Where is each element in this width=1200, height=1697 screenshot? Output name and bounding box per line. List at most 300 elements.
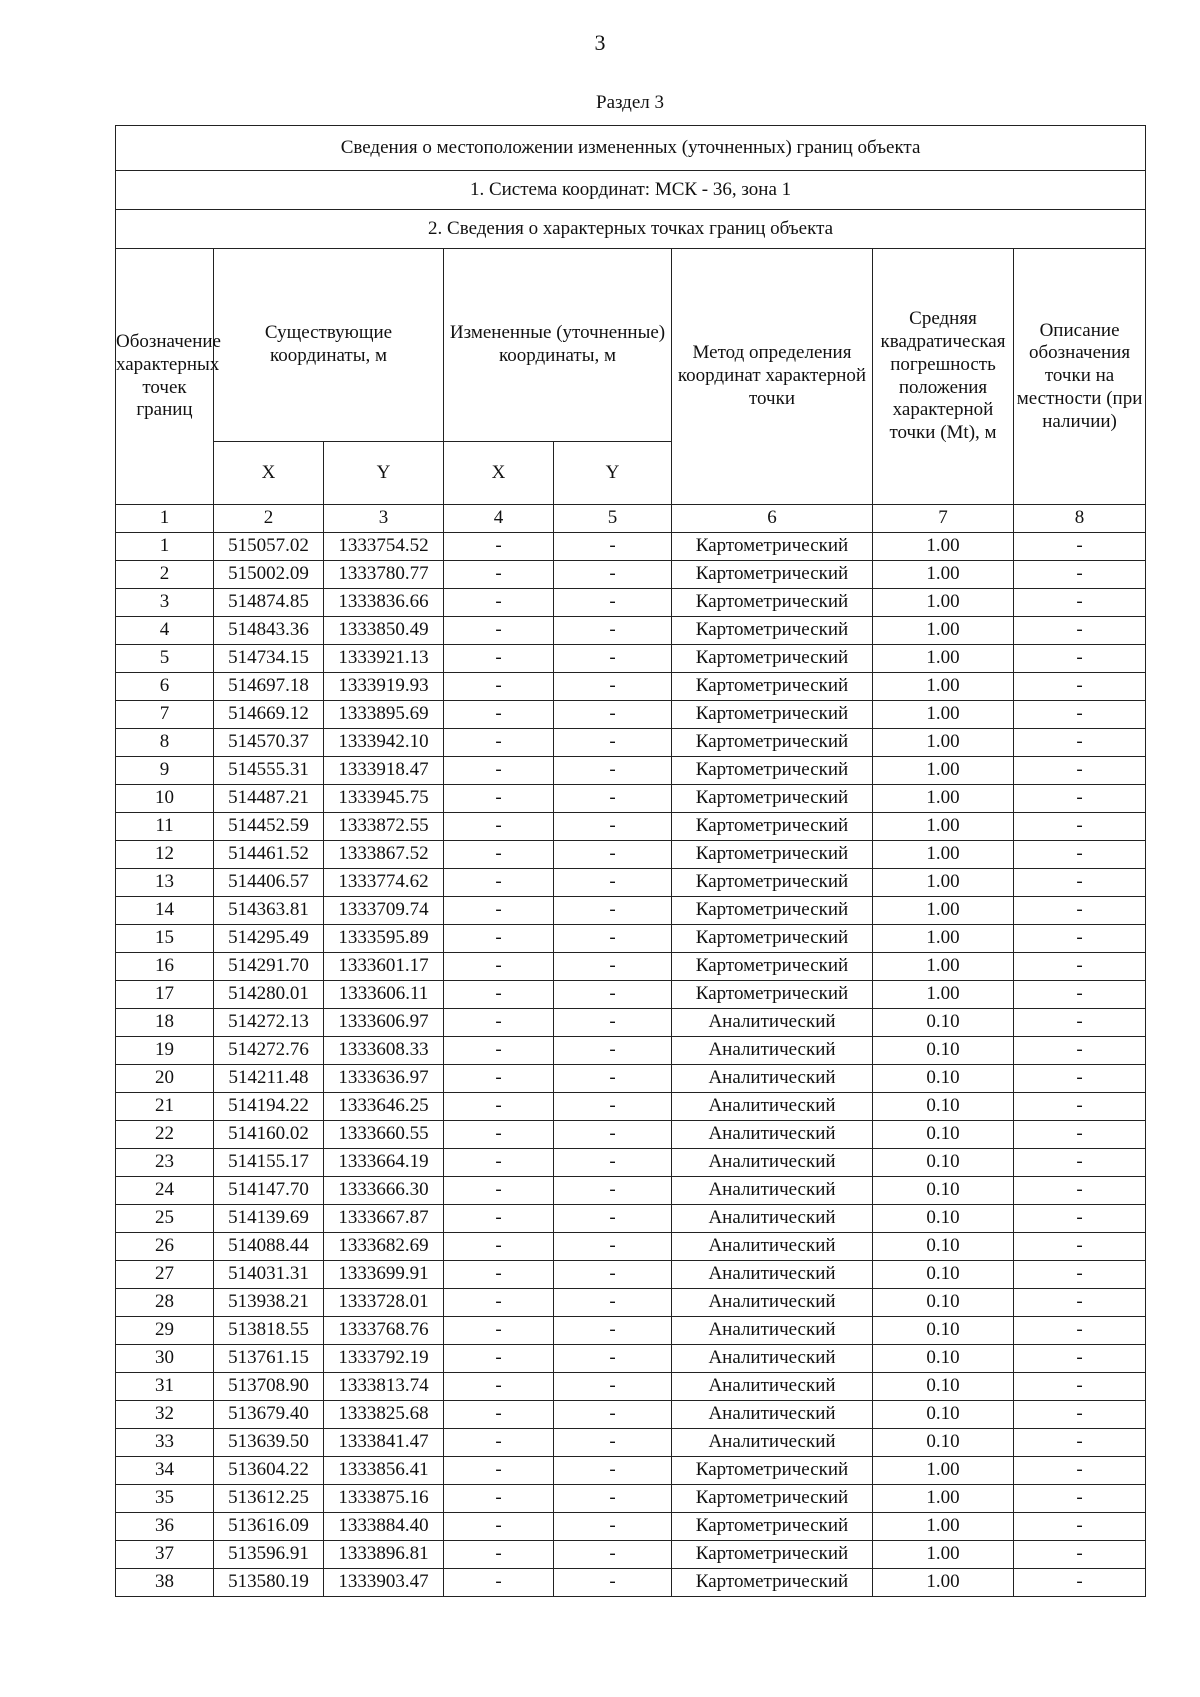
table-row bbox=[116, 897, 1146, 925]
cell-changed-x: - bbox=[444, 1205, 554, 1233]
cell-changed-x: - bbox=[444, 561, 554, 589]
column-number: 1 bbox=[116, 505, 214, 533]
cell-existing-y: 1333699.91 bbox=[324, 1261, 444, 1289]
cell-existing-x: 514272.13 bbox=[214, 1009, 324, 1037]
cell-description: - bbox=[1014, 1289, 1146, 1317]
cell-changed-y: - bbox=[554, 1485, 672, 1513]
cell-existing-x: 514452.59 bbox=[214, 813, 324, 841]
cell-description: - bbox=[1014, 1513, 1146, 1541]
cell-method: Картометрический bbox=[672, 953, 873, 981]
cell-method: Аналитический bbox=[672, 1037, 873, 1065]
cell-description: - bbox=[1014, 1233, 1146, 1261]
cell-changed-y: - bbox=[554, 1009, 672, 1037]
cell-method: Картометрический bbox=[672, 757, 873, 785]
cell-existing-y: 1333780.77 bbox=[324, 561, 444, 589]
cell-point-number: 6 bbox=[116, 673, 214, 701]
cell-changed-y: - bbox=[554, 1569, 672, 1597]
cell-error: 1.00 bbox=[873, 897, 1014, 925]
cell-changed-x: - bbox=[444, 841, 554, 869]
cell-point-number: 36 bbox=[116, 1513, 214, 1541]
column-number: 5 bbox=[554, 505, 672, 533]
cell-existing-y: 1333841.47 bbox=[324, 1429, 444, 1457]
table-row bbox=[116, 1233, 1146, 1261]
cell-changed-y: - bbox=[554, 729, 672, 757]
cell-changed-y: - bbox=[554, 1233, 672, 1261]
cell-changed-x: - bbox=[444, 1317, 554, 1345]
cell-existing-y: 1333945.75 bbox=[324, 785, 444, 813]
table-row bbox=[116, 841, 1146, 869]
cell-description: - bbox=[1014, 1429, 1146, 1457]
cell-changed-x: - bbox=[444, 617, 554, 645]
cell-changed-y: - bbox=[554, 1261, 672, 1289]
cell-changed-x: - bbox=[444, 757, 554, 785]
cell-method: Аналитический bbox=[672, 1205, 873, 1233]
cell-method: Аналитический bbox=[672, 1289, 873, 1317]
cell-existing-y: 1333606.11 bbox=[324, 981, 444, 1009]
cell-description: - bbox=[1014, 1317, 1146, 1345]
cell-error: 0.10 bbox=[873, 1429, 1014, 1457]
cell-description: - bbox=[1014, 1569, 1146, 1597]
cell-method: Аналитический bbox=[672, 1401, 873, 1429]
cell-description: - bbox=[1014, 1037, 1146, 1065]
cell-changed-y: - bbox=[554, 757, 672, 785]
cell-changed-y: - bbox=[554, 701, 672, 729]
cell-point-number: 1 bbox=[116, 533, 214, 561]
cell-description: - bbox=[1014, 841, 1146, 869]
cell-description: - bbox=[1014, 785, 1146, 813]
cell-changed-y: - bbox=[554, 617, 672, 645]
cell-error: 1.00 bbox=[873, 589, 1014, 617]
cell-existing-y: 1333884.40 bbox=[324, 1513, 444, 1541]
cell-changed-y: - bbox=[554, 813, 672, 841]
cell-point-number: 29 bbox=[116, 1317, 214, 1345]
table-row bbox=[116, 533, 1146, 561]
cell-method: Аналитический bbox=[672, 1261, 873, 1289]
cell-description: - bbox=[1014, 981, 1146, 1009]
cell-existing-x: 514280.01 bbox=[214, 981, 324, 1009]
cell-method: Аналитический bbox=[672, 1121, 873, 1149]
cell-existing-y: 1333664.19 bbox=[324, 1149, 444, 1177]
cell-error: 1.00 bbox=[873, 1569, 1014, 1597]
table-row bbox=[116, 617, 1146, 645]
cell-changed-x: - bbox=[444, 1289, 554, 1317]
cell-point-number: 22 bbox=[116, 1121, 214, 1149]
cell-changed-y: - bbox=[554, 1429, 672, 1457]
table-row bbox=[116, 1345, 1146, 1373]
cell-error: 0.10 bbox=[873, 1261, 1014, 1289]
cell-method: Аналитический bbox=[672, 1093, 873, 1121]
cell-existing-y: 1333595.89 bbox=[324, 925, 444, 953]
cell-point-number: 17 bbox=[116, 981, 214, 1009]
cell-description: - bbox=[1014, 1093, 1146, 1121]
cell-point-number: 26 bbox=[116, 1233, 214, 1261]
cell-existing-y: 1333825.68 bbox=[324, 1401, 444, 1429]
cell-method: Картометрический bbox=[672, 981, 873, 1009]
cell-error: 0.10 bbox=[873, 1149, 1014, 1177]
cell-description: - bbox=[1014, 1121, 1146, 1149]
cell-changed-x: - bbox=[444, 813, 554, 841]
table-row bbox=[116, 1569, 1146, 1597]
cell-existing-x: 514874.85 bbox=[214, 589, 324, 617]
cell-description: - bbox=[1014, 589, 1146, 617]
cell-method: Картометрический bbox=[672, 701, 873, 729]
column-header-description: Описание обозначения точки на местности (при наличии) bbox=[1014, 249, 1146, 505]
cell-existing-y: 1333921.13 bbox=[324, 645, 444, 673]
cell-description: - bbox=[1014, 729, 1146, 757]
cell-error: 1.00 bbox=[873, 953, 1014, 981]
table-row bbox=[116, 1541, 1146, 1569]
cell-description: - bbox=[1014, 897, 1146, 925]
cell-description: - bbox=[1014, 1149, 1146, 1177]
table-row bbox=[116, 785, 1146, 813]
cell-method: Картометрический bbox=[672, 1541, 873, 1569]
cell-changed-y: - bbox=[554, 1289, 672, 1317]
cell-point-number: 38 bbox=[116, 1569, 214, 1597]
cell-existing-y: 1333875.16 bbox=[324, 1485, 444, 1513]
cell-point-number: 5 bbox=[116, 645, 214, 673]
cell-description: - bbox=[1014, 1345, 1146, 1373]
page-number: 3 bbox=[594, 30, 606, 55]
cell-changed-x: - bbox=[444, 785, 554, 813]
cell-existing-x: 515057.02 bbox=[214, 533, 324, 561]
cell-changed-x: - bbox=[444, 645, 554, 673]
table-row bbox=[116, 729, 1146, 757]
cell-error: 1.00 bbox=[873, 813, 1014, 841]
cell-point-number: 10 bbox=[116, 785, 214, 813]
cell-error: 1.00 bbox=[873, 673, 1014, 701]
table-row bbox=[116, 1401, 1146, 1429]
cell-existing-x: 514734.15 bbox=[214, 645, 324, 673]
cell-description: - bbox=[1014, 953, 1146, 981]
cell-changed-x: - bbox=[444, 1093, 554, 1121]
cell-error: 1.00 bbox=[873, 533, 1014, 561]
cell-changed-x: - bbox=[444, 1401, 554, 1429]
cell-existing-y: 1333903.47 bbox=[324, 1569, 444, 1597]
cell-point-number: 4 bbox=[116, 617, 214, 645]
cell-point-number: 32 bbox=[116, 1401, 214, 1429]
cell-existing-y: 1333792.19 bbox=[324, 1345, 444, 1373]
column-header-method: Метод определения координат характерной точки bbox=[672, 249, 873, 505]
cell-existing-y: 1333850.49 bbox=[324, 617, 444, 645]
cell-error: 1.00 bbox=[873, 1541, 1014, 1569]
cell-description: - bbox=[1014, 1457, 1146, 1485]
column-header-changed-y: Y bbox=[554, 442, 672, 505]
cell-method: Картометрический bbox=[672, 841, 873, 869]
cell-changed-y: - bbox=[554, 1373, 672, 1401]
cell-changed-x: - bbox=[444, 953, 554, 981]
cell-error: 0.10 bbox=[873, 1373, 1014, 1401]
cell-point-number: 3 bbox=[116, 589, 214, 617]
cell-existing-x: 513761.15 bbox=[214, 1345, 324, 1373]
cell-point-number: 7 bbox=[116, 701, 214, 729]
cell-changed-x: - bbox=[444, 589, 554, 617]
cell-existing-y: 1333606.97 bbox=[324, 1009, 444, 1037]
table-row bbox=[116, 1457, 1146, 1485]
column-header-changed-coords: Измененные (уточненные) координаты, м bbox=[444, 249, 672, 442]
column-number: 8 bbox=[1014, 505, 1146, 533]
cell-method: Картометрический bbox=[672, 813, 873, 841]
cell-point-number: 20 bbox=[116, 1065, 214, 1093]
table-row bbox=[116, 701, 1146, 729]
cell-error: 1.00 bbox=[873, 561, 1014, 589]
coordinate-system: 1. Система координат: МСК - 36, зона 1 bbox=[116, 171, 1146, 210]
cell-point-number: 18 bbox=[116, 1009, 214, 1037]
table-row bbox=[116, 1121, 1146, 1149]
table-row bbox=[116, 1513, 1146, 1541]
cell-point-number: 15 bbox=[116, 925, 214, 953]
cell-changed-y: - bbox=[554, 1401, 672, 1429]
cell-error: 0.10 bbox=[873, 1401, 1014, 1429]
cell-changed-x: - bbox=[444, 1429, 554, 1457]
cell-changed-y: - bbox=[554, 1457, 672, 1485]
cell-point-number: 9 bbox=[116, 757, 214, 785]
cell-existing-x: 513938.21 bbox=[214, 1289, 324, 1317]
cell-existing-x: 514669.12 bbox=[214, 701, 324, 729]
cell-existing-y: 1333856.41 bbox=[324, 1457, 444, 1485]
cell-point-number: 13 bbox=[116, 869, 214, 897]
cell-error: 1.00 bbox=[873, 701, 1014, 729]
table-title: Сведения о местоположении измененных (уточненных) границ объекта bbox=[116, 126, 1146, 171]
cell-error: 0.10 bbox=[873, 1037, 1014, 1065]
cell-error: 0.10 bbox=[873, 1093, 1014, 1121]
cell-point-number: 31 bbox=[116, 1373, 214, 1401]
cell-method: Аналитический bbox=[672, 1177, 873, 1205]
cell-description: - bbox=[1014, 1009, 1146, 1037]
cell-description: - bbox=[1014, 757, 1146, 785]
cell-existing-y: 1333636.97 bbox=[324, 1065, 444, 1093]
column-number: 2 bbox=[214, 505, 324, 533]
cell-description: - bbox=[1014, 645, 1146, 673]
cell-description: - bbox=[1014, 1373, 1146, 1401]
cell-existing-y: 1333667.87 bbox=[324, 1205, 444, 1233]
table-row bbox=[116, 869, 1146, 897]
cell-changed-y: - bbox=[554, 841, 672, 869]
cell-description: - bbox=[1014, 1541, 1146, 1569]
cell-changed-x: - bbox=[444, 701, 554, 729]
cell-existing-x: 514363.81 bbox=[214, 897, 324, 925]
cell-method: Аналитический bbox=[672, 1317, 873, 1345]
table-row bbox=[116, 673, 1146, 701]
table-row bbox=[116, 1009, 1146, 1037]
column-header-changed-x: X bbox=[444, 442, 554, 505]
cell-changed-x: - bbox=[444, 1485, 554, 1513]
cell-description: - bbox=[1014, 1261, 1146, 1289]
cell-description: - bbox=[1014, 1401, 1146, 1429]
cell-existing-y: 1333774.62 bbox=[324, 869, 444, 897]
cell-method: Картометрический bbox=[672, 925, 873, 953]
cell-existing-y: 1333919.93 bbox=[324, 673, 444, 701]
cell-existing-y: 1333608.33 bbox=[324, 1037, 444, 1065]
column-header-designation: Обозначение характерных точек границ bbox=[116, 249, 214, 505]
cell-point-number: 27 bbox=[116, 1261, 214, 1289]
cell-existing-x: 513616.09 bbox=[214, 1513, 324, 1541]
cell-changed-y: - bbox=[554, 1177, 672, 1205]
cell-existing-y: 1333895.69 bbox=[324, 701, 444, 729]
table-row bbox=[116, 1037, 1146, 1065]
cell-method: Аналитический bbox=[672, 1149, 873, 1177]
cell-changed-x: - bbox=[444, 1009, 554, 1037]
cell-error: 1.00 bbox=[873, 981, 1014, 1009]
cell-changed-y: - bbox=[554, 1541, 672, 1569]
cell-changed-x: - bbox=[444, 673, 554, 701]
cell-existing-x: 514031.31 bbox=[214, 1261, 324, 1289]
cell-point-number: 24 bbox=[116, 1177, 214, 1205]
cell-error: 1.00 bbox=[873, 785, 1014, 813]
cell-error: 0.10 bbox=[873, 1317, 1014, 1345]
cell-existing-y: 1333867.52 bbox=[324, 841, 444, 869]
column-number: 6 bbox=[672, 505, 873, 533]
cell-method: Картометрический bbox=[672, 1569, 873, 1597]
cell-changed-x: - bbox=[444, 925, 554, 953]
cell-existing-x: 513612.25 bbox=[214, 1485, 324, 1513]
cell-point-number: 30 bbox=[116, 1345, 214, 1373]
cell-existing-x: 513818.55 bbox=[214, 1317, 324, 1345]
cell-changed-x: - bbox=[444, 1261, 554, 1289]
cell-existing-x: 513596.91 bbox=[214, 1541, 324, 1569]
cell-existing-x: 514194.22 bbox=[214, 1093, 324, 1121]
cell-existing-y: 1333601.17 bbox=[324, 953, 444, 981]
cell-point-number: 2 bbox=[116, 561, 214, 589]
cell-changed-y: - bbox=[554, 1093, 672, 1121]
cell-existing-x: 514088.44 bbox=[214, 1233, 324, 1261]
cell-error: 0.10 bbox=[873, 1121, 1014, 1149]
cell-changed-y: - bbox=[554, 981, 672, 1009]
cell-changed-y: - bbox=[554, 1065, 672, 1093]
cell-error: 0.10 bbox=[873, 1009, 1014, 1037]
cell-changed-x: - bbox=[444, 1569, 554, 1597]
cell-error: 1.00 bbox=[873, 869, 1014, 897]
cell-error: 1.00 bbox=[873, 1457, 1014, 1485]
cell-existing-x: 514570.37 bbox=[214, 729, 324, 757]
cell-existing-y: 1333836.66 bbox=[324, 589, 444, 617]
cell-changed-y: - bbox=[554, 897, 672, 925]
cell-point-number: 8 bbox=[116, 729, 214, 757]
cell-method: Картометрический bbox=[672, 645, 873, 673]
cell-point-number: 37 bbox=[116, 1541, 214, 1569]
cell-existing-x: 514211.48 bbox=[214, 1065, 324, 1093]
cell-method: Картометрический bbox=[672, 1513, 873, 1541]
cell-error: 0.10 bbox=[873, 1177, 1014, 1205]
cell-existing-x: 513639.50 bbox=[214, 1429, 324, 1457]
cell-changed-y: - bbox=[554, 561, 672, 589]
cell-description: - bbox=[1014, 813, 1146, 841]
cell-method: Аналитический bbox=[672, 1065, 873, 1093]
column-header-existing-coords: Существующие координаты, м bbox=[214, 249, 444, 442]
cell-description: - bbox=[1014, 1485, 1146, 1513]
cell-existing-x: 513708.90 bbox=[214, 1373, 324, 1401]
cell-method: Картометрический bbox=[672, 869, 873, 897]
cell-changed-x: - bbox=[444, 1345, 554, 1373]
cell-existing-x: 514160.02 bbox=[214, 1121, 324, 1149]
cell-existing-y: 1333728.01 bbox=[324, 1289, 444, 1317]
cell-method: Картометрический bbox=[672, 1485, 873, 1513]
cell-existing-x: 513580.19 bbox=[214, 1569, 324, 1597]
cell-error: 0.10 bbox=[873, 1205, 1014, 1233]
cell-existing-y: 1333682.69 bbox=[324, 1233, 444, 1261]
cell-existing-x: 514291.70 bbox=[214, 953, 324, 981]
cell-existing-x: 513679.40 bbox=[214, 1401, 324, 1429]
cell-existing-x: 514697.18 bbox=[214, 673, 324, 701]
cell-method: Картометрический bbox=[672, 785, 873, 813]
cell-error: 1.00 bbox=[873, 757, 1014, 785]
cell-point-number: 11 bbox=[116, 813, 214, 841]
cell-description: - bbox=[1014, 701, 1146, 729]
cell-changed-x: - bbox=[444, 729, 554, 757]
cell-changed-x: - bbox=[444, 1373, 554, 1401]
table-row bbox=[116, 1373, 1146, 1401]
cell-error: 1.00 bbox=[873, 841, 1014, 869]
cell-error: 0.10 bbox=[873, 1233, 1014, 1261]
table-row bbox=[116, 645, 1146, 673]
cell-changed-y: - bbox=[554, 1345, 672, 1373]
cell-changed-x: - bbox=[444, 1541, 554, 1569]
cell-existing-x: 514155.17 bbox=[214, 1149, 324, 1177]
cell-changed-y: - bbox=[554, 869, 672, 897]
cell-existing-y: 1333872.55 bbox=[324, 813, 444, 841]
cell-error: 1.00 bbox=[873, 1485, 1014, 1513]
cell-changed-y: - bbox=[554, 1205, 672, 1233]
cell-point-number: 23 bbox=[116, 1149, 214, 1177]
cell-existing-y: 1333813.74 bbox=[324, 1373, 444, 1401]
cell-description: - bbox=[1014, 533, 1146, 561]
cell-method: Аналитический bbox=[672, 1373, 873, 1401]
cell-error: 0.10 bbox=[873, 1065, 1014, 1093]
cell-existing-x: 514461.52 bbox=[214, 841, 324, 869]
cell-changed-x: - bbox=[444, 1513, 554, 1541]
table-row bbox=[116, 981, 1146, 1009]
cell-existing-y: 1333666.30 bbox=[324, 1177, 444, 1205]
cell-point-number: 14 bbox=[116, 897, 214, 925]
cell-method: Аналитический bbox=[672, 1009, 873, 1037]
cell-changed-y: - bbox=[554, 533, 672, 561]
cell-point-number: 34 bbox=[116, 1457, 214, 1485]
column-number: 4 bbox=[444, 505, 554, 533]
cell-changed-x: - bbox=[444, 1233, 554, 1261]
cell-changed-y: - bbox=[554, 673, 672, 701]
table-row bbox=[116, 1093, 1146, 1121]
cell-existing-y: 1333709.74 bbox=[324, 897, 444, 925]
cell-point-number: 35 bbox=[116, 1485, 214, 1513]
cell-description: - bbox=[1014, 869, 1146, 897]
table-row bbox=[116, 1317, 1146, 1345]
cell-method: Картометрический bbox=[672, 561, 873, 589]
cell-description: - bbox=[1014, 617, 1146, 645]
cell-existing-y: 1333768.76 bbox=[324, 1317, 444, 1345]
table-row bbox=[116, 1065, 1146, 1093]
cell-method: Картометрический bbox=[672, 897, 873, 925]
cell-error: 1.00 bbox=[873, 617, 1014, 645]
cell-description: - bbox=[1014, 561, 1146, 589]
cell-existing-y: 1333918.47 bbox=[324, 757, 444, 785]
cell-point-number: 25 bbox=[116, 1205, 214, 1233]
table-row bbox=[116, 1205, 1146, 1233]
cell-existing-x: 514487.21 bbox=[214, 785, 324, 813]
table-row bbox=[116, 1429, 1146, 1457]
cell-changed-x: - bbox=[444, 981, 554, 1009]
cell-description: - bbox=[1014, 1205, 1146, 1233]
cell-changed-y: - bbox=[554, 645, 672, 673]
cell-existing-x: 514139.69 bbox=[214, 1205, 324, 1233]
cell-existing-y: 1333942.10 bbox=[324, 729, 444, 757]
cell-method: Картометрический bbox=[672, 533, 873, 561]
table-row bbox=[116, 561, 1146, 589]
cell-point-number: 16 bbox=[116, 953, 214, 981]
column-number: 3 bbox=[324, 505, 444, 533]
table-body bbox=[116, 533, 1146, 1597]
cell-error: 1.00 bbox=[873, 925, 1014, 953]
cell-method: Аналитический bbox=[672, 1429, 873, 1457]
cell-method: Картометрический bbox=[672, 1457, 873, 1485]
